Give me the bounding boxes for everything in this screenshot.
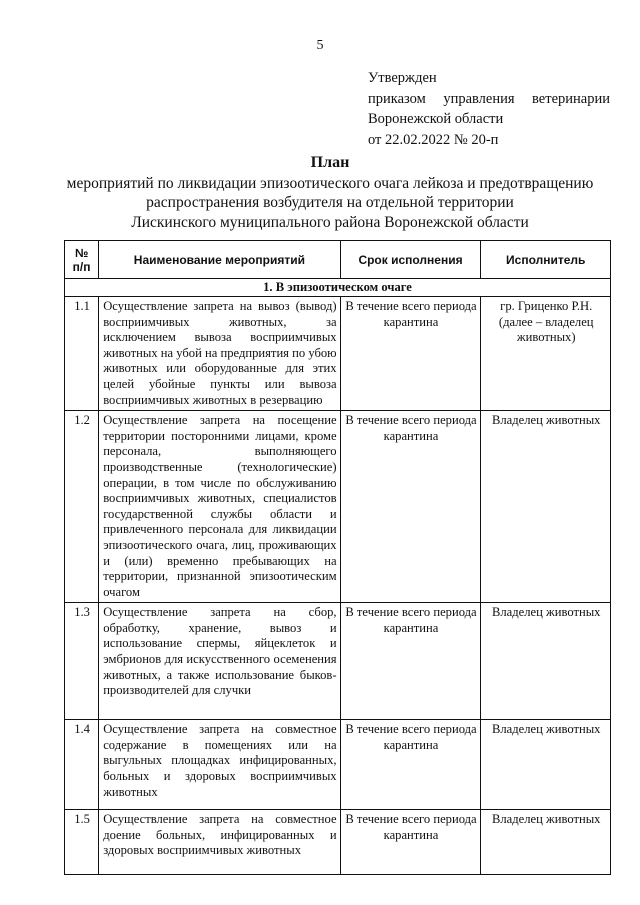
title-heading: План bbox=[310, 154, 350, 171]
row-term: В течение всего периода карантина bbox=[340, 603, 481, 720]
header-num: № п/п bbox=[65, 241, 99, 279]
section-title: 1. В эпизоотическом очаге bbox=[65, 279, 611, 297]
header-measure: Наименование мероприятий bbox=[99, 241, 340, 279]
row-num: 1.4 bbox=[65, 720, 99, 810]
approval-stamp bbox=[368, 68, 610, 150]
approval-line-date: от 22.02.2022 № 20-п bbox=[368, 131, 499, 148]
row-num: 1.5 bbox=[65, 810, 99, 875]
page-number: 5 bbox=[316, 38, 324, 53]
row-term: В течение всего периода карантина bbox=[340, 810, 481, 875]
table-row bbox=[65, 720, 611, 810]
row-measure: Осуществление запрета на посещение территории посторонними лицами, кроме персонала, выполняющего производственные (технологические) операции, в том числе по обслуживанию восприимчивых животных, специалистов государственной службы области и привлеченного персонала для ликвидации эпизоотического очага, лиц, проживающих и (или) временно пребывающих на территории, признанной эпизоотическим очагом bbox=[99, 411, 340, 603]
approval-line-region: Воронежской области bbox=[368, 111, 504, 127]
table-row bbox=[65, 297, 611, 411]
row-measure: Осуществление запрета на совместное доение больных, инфицированных и здоровых восприимчивых животных bbox=[99, 810, 340, 875]
approval-line-order: приказом управления ветеринарии bbox=[368, 90, 610, 107]
row-measure: Осуществление запрета на сбор, обработку, хранение, вывоз и использование спермы, яйцеклеток и эмбрионов для искусственного осеменения животных, а также использование быков-производителей для случки bbox=[99, 603, 340, 720]
table-row bbox=[65, 411, 611, 603]
row-measure: Осуществление запрета на совместное содержание в помещениях или на выгульных площадках инфицированных, больных и здоровых восприимчивых животных bbox=[99, 720, 340, 810]
header-term: Срок исполнения bbox=[340, 241, 481, 279]
header-executor: Исполнитель bbox=[481, 241, 611, 279]
row-num: 1.2 bbox=[65, 411, 99, 603]
row-executor: Владелец животных bbox=[481, 411, 611, 603]
row-term: В течение всего периода карантина bbox=[340, 411, 481, 603]
row-executor: Владелец животных bbox=[481, 603, 611, 720]
row-executor: гр. Гриценко Р.Н. (далее – владелец животных) bbox=[481, 297, 611, 411]
document-title bbox=[40, 153, 620, 232]
table-row bbox=[65, 810, 611, 875]
title-line-1: мероприятий по ликвидации эпизоотического очага лейкоза и предотвращению bbox=[66, 174, 594, 192]
row-measure: Осуществление запрета на вывоз (вывод) восприимчивых животных, за исключением вывоза восприимчивых животных на убой на предприятия по убою животных или оборудованные для этих целей убойные пункты или вывоза восприимчивых животных в резервацию bbox=[99, 297, 340, 411]
row-term: В течение всего периода карантина bbox=[340, 297, 481, 411]
row-executor: Владелец животных bbox=[481, 720, 611, 810]
approval-line-approved: Утвержден bbox=[368, 70, 437, 86]
row-num: 1.3 bbox=[65, 603, 99, 720]
table-header-row bbox=[65, 241, 611, 279]
section-row bbox=[65, 279, 611, 297]
row-num: 1.1 bbox=[65, 297, 99, 411]
measures-table bbox=[64, 240, 611, 875]
row-executor: Владелец животных bbox=[481, 810, 611, 875]
title-line-2: распространения возбудителя на отдельной территории bbox=[146, 194, 514, 211]
row-term: В течение всего периода карантина bbox=[340, 720, 481, 810]
title-line-3: Лискинского муниципального района Воронежской области bbox=[131, 213, 529, 231]
table-row bbox=[65, 603, 611, 720]
